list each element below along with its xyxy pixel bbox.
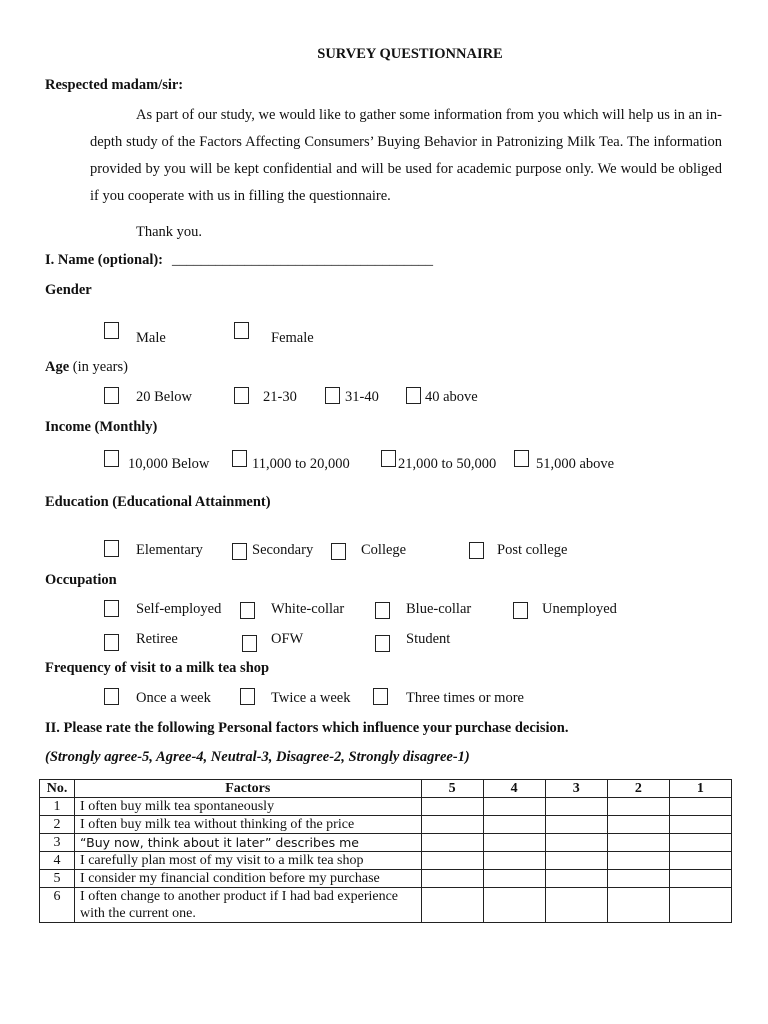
education-secondary-checkbox[interactable] — [232, 543, 247, 560]
table-row — [40, 816, 732, 834]
header-1: 1 — [669, 780, 731, 798]
row-no: 4 — [40, 852, 75, 870]
frequency-once-label: Once a week — [136, 690, 211, 706]
rating-cell-1[interactable] — [669, 816, 731, 834]
row-factor: I carefully plan most of my visit to a milk tea shop — [75, 852, 422, 870]
rating-cell-5[interactable] — [421, 852, 483, 870]
header-4: 4 — [483, 780, 545, 798]
age-unit: (in years) — [72, 359, 128, 375]
rating-cell-5[interactable] — [421, 816, 483, 834]
occupation-self-employed-checkbox[interactable] — [104, 600, 119, 617]
education-post-college-label: Post college — [497, 542, 568, 558]
rating-cell-3[interactable] — [545, 888, 607, 923]
gender-male-checkbox[interactable] — [104, 322, 119, 339]
factors-table — [39, 779, 732, 923]
row-no: 2 — [40, 816, 75, 834]
occupation-retiree-checkbox[interactable] — [104, 634, 119, 651]
table-row — [40, 798, 732, 816]
intro-text: As part of our study, we would like to gather some information from you which will help us in an in-depth study of the Factors Affecting Consumers’ Buying Behavior in Patronizing Milk Tea. The information provided by you will be kept confidential and will be used for academic purpose only. We would be obliged if you cooperate with us in filling the questionnaire. — [90, 107, 722, 204]
frequency-twice-checkbox[interactable] — [240, 688, 255, 705]
rating-cell-5[interactable] — [421, 870, 483, 888]
education-secondary-label: Secondary — [252, 542, 314, 558]
rating-cell-3[interactable] — [545, 834, 607, 852]
occupation-blue-collar-label: Blue-collar — [406, 601, 472, 617]
gender-female-label: Female — [271, 330, 314, 346]
header-2: 2 — [607, 780, 669, 798]
occupation-blue-collar-checkbox[interactable] — [375, 602, 390, 619]
rating-cell-1[interactable] — [669, 852, 731, 870]
intro-paragraph — [90, 102, 722, 210]
education-college-checkbox[interactable] — [331, 543, 346, 560]
row-factor: I consider my financial condition before my purchase — [75, 870, 422, 888]
occupation-ofw-checkbox[interactable] — [242, 635, 257, 652]
education-elementary-label: Elementary — [136, 542, 203, 558]
income-21000-50000-checkbox[interactable] — [381, 450, 396, 467]
age-label-row — [45, 359, 128, 376]
table-row — [40, 888, 732, 923]
thanks-text: Thank you. — [136, 224, 203, 240]
occupation-label: Occupation — [45, 572, 117, 588]
row-factor: I often buy milk tea without thinking of the price — [75, 816, 422, 834]
income-21000-50000-label: 21,000 to 50,000 — [398, 456, 497, 472]
rating-cell-1[interactable] — [669, 834, 731, 852]
occupation-self-employed-label: Self-employed — [136, 601, 222, 617]
rating-cell-2[interactable] — [607, 834, 669, 852]
table-row — [40, 852, 732, 870]
row-factor: I often buy milk tea spontaneously — [75, 798, 422, 816]
frequency-three-checkbox[interactable] — [373, 688, 388, 705]
rating-cell-3[interactable] — [545, 816, 607, 834]
table-row — [40, 834, 732, 852]
rating-cell-2[interactable] — [607, 870, 669, 888]
age-20-below-checkbox[interactable] — [104, 387, 119, 404]
name-input-line[interactable]: ____________________________________ — [172, 252, 433, 268]
age-40-above-checkbox[interactable] — [406, 387, 421, 404]
education-post-college-checkbox[interactable] — [469, 542, 484, 559]
age-31-40-checkbox[interactable] — [325, 387, 340, 404]
occupation-unemployed-checkbox[interactable] — [513, 602, 528, 619]
rating-cell-1[interactable] — [669, 888, 731, 923]
frequency-once-checkbox[interactable] — [104, 688, 119, 705]
name-label: I. Name (optional): — [45, 252, 164, 268]
row-no: 1 — [40, 798, 75, 816]
rating-cell-4[interactable] — [483, 798, 545, 816]
frequency-label: Frequency of visit to a milk tea shop — [45, 660, 270, 676]
gender-label: Gender — [45, 282, 92, 298]
occupation-student-label: Student — [406, 631, 451, 647]
header-no: No. — [40, 780, 75, 798]
row-no: 6 — [40, 888, 75, 923]
income-11000-20000-checkbox[interactable] — [232, 450, 247, 467]
occupation-unemployed-label: Unemployed — [542, 601, 617, 617]
rating-cell-4[interactable] — [483, 888, 545, 923]
income-11000-20000-label: 11,000 to 20,000 — [252, 456, 350, 472]
rating-cell-3[interactable] — [545, 870, 607, 888]
rating-cell-2[interactable] — [607, 888, 669, 923]
rating-cell-4[interactable] — [483, 834, 545, 852]
table-row — [40, 870, 732, 888]
age-label: Age — [45, 359, 70, 375]
gender-male-label: Male — [136, 330, 166, 346]
rating-cell-1[interactable] — [669, 798, 731, 816]
occupation-retiree-label: Retiree — [136, 631, 178, 647]
age-40-above-label: 40 above — [425, 389, 478, 405]
header-3: 3 — [545, 780, 607, 798]
gender-female-checkbox[interactable] — [234, 322, 249, 339]
rating-cell-2[interactable] — [607, 852, 669, 870]
age-21-30-checkbox[interactable] — [234, 387, 249, 404]
age-21-30-label: 21-30 — [263, 389, 297, 405]
occupation-white-collar-label: White-collar — [271, 601, 345, 617]
table-header-row — [40, 780, 732, 798]
page-title: SURVEY QUESTIONNAIRE — [317, 46, 503, 62]
rating-cell-4[interactable] — [483, 870, 545, 888]
education-college-label: College — [361, 542, 407, 558]
education-elementary-checkbox[interactable] — [104, 540, 119, 557]
rating-cell-3[interactable] — [545, 798, 607, 816]
education-label: Education (Educational Attainment) — [45, 494, 271, 510]
frequency-three-label: Three times or more — [406, 690, 524, 706]
rating-cell-5[interactable] — [421, 834, 483, 852]
income-51000-above-checkbox[interactable] — [514, 450, 529, 467]
income-51000-above-label: 51,000 above — [536, 456, 615, 472]
salutation: Respected madam/sir: — [45, 77, 184, 93]
rating-cell-1[interactable] — [669, 870, 731, 888]
header-5: 5 — [421, 780, 483, 798]
row-factor: “Buy now, think about it later” describes me — [75, 834, 422, 852]
rating-cell-2[interactable] — [607, 816, 669, 834]
age-31-40-label: 31-40 — [345, 389, 379, 405]
occupation-ofw-label: OFW — [271, 631, 304, 647]
income-10000-below-checkbox[interactable] — [104, 450, 119, 467]
income-label: Income (Monthly) — [45, 419, 158, 435]
section2-heading: II. Please rate the following Personal factors which influence your purchase decision. — [45, 720, 569, 736]
occupation-student-checkbox[interactable] — [375, 635, 390, 652]
rating-cell-4[interactable] — [483, 852, 545, 870]
frequency-twice-label: Twice a week — [271, 690, 351, 706]
rating-cell-4[interactable] — [483, 816, 545, 834]
occupation-white-collar-checkbox[interactable] — [240, 602, 255, 619]
row-no: 3 — [40, 834, 75, 852]
header-factors: Factors — [75, 780, 422, 798]
rating-cell-5[interactable] — [421, 888, 483, 923]
rating-cell-2[interactable] — [607, 798, 669, 816]
row-factor: I often change to another product if I had bad experience with the current one. — [75, 888, 422, 923]
income-10000-below-label: 10,000 Below — [128, 456, 210, 472]
age-20-below-label: 20 Below — [136, 389, 192, 405]
rating-cell-5[interactable] — [421, 798, 483, 816]
rating-scale: (Strongly agree-5, Agree-4, Neutral-3, Disagree-2, Strongly disagree-1) — [45, 749, 470, 765]
rating-cell-3[interactable] — [545, 852, 607, 870]
row-no: 5 — [40, 870, 75, 888]
